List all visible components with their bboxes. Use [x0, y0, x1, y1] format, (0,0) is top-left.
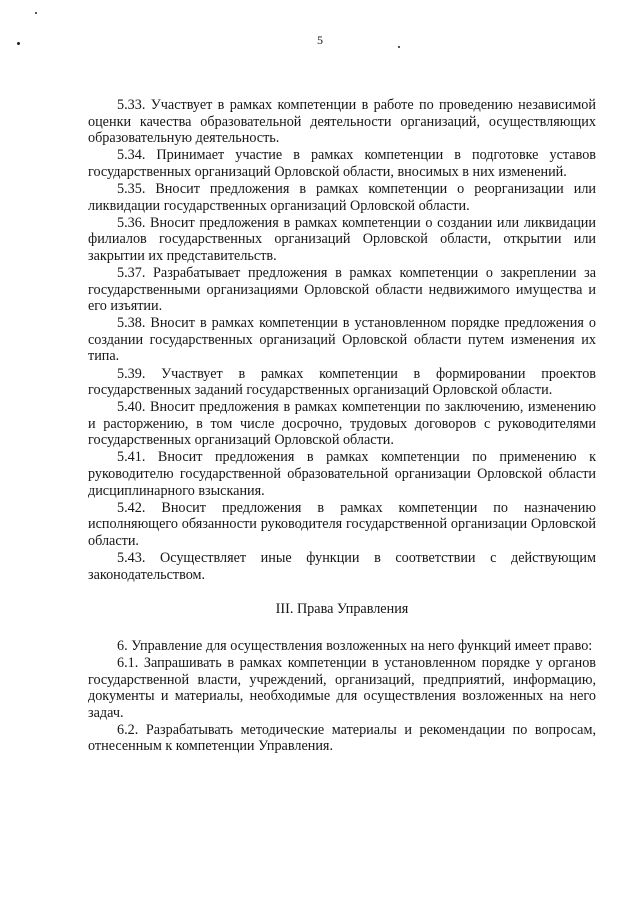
paragraph-5-38: 5.38. Вносит в рамках компетенции в установленном порядке предложения о создании государственных организаций Орловской области путем изменения их типа. — [88, 315, 596, 365]
page-number: 5 — [317, 33, 323, 47]
paragraph-5-33: 5.33. Участвует в рамках компетенции в работе по проведению независимой оценки качества образовательной деятельности организаций, осуществляющих образовательную деятельность. — [88, 97, 596, 147]
paragraph-5-40: 5.40. Вносит предложения в рамках компетенции по заключению, изменению и расторжению, в том числе досрочно, трудовых договоров с руководителями государственных организаций Орловской области. — [88, 399, 596, 449]
paragraph-6-2: 6.2. Разрабатывать методические материалы и рекомендации по вопросам, отнесенным к компетенции Управления. — [88, 721, 596, 755]
document-body — [88, 97, 596, 755]
section-heading: III. Права Управления — [275, 601, 409, 618]
paragraph-6: 6. Управление для осуществления возложенных на него функций имеет право: — [117, 637, 593, 654]
paragraph-5-43: 5.43. Осуществляет иные функции в соответствии с действующим законодательством. — [88, 550, 596, 583]
scan-speck — [35, 12, 37, 14]
paragraph-5-35: 5.35. Вносит предложения в рамках компетенции о реорганизации или ликвидации государственных организаций Орловской области. — [88, 180, 596, 214]
paragraph-5-42: 5.42. Вносит предложения в рамках компетенции по назначению исполняющего обязанности руководителя государственной организации Орловской области. — [88, 499, 596, 549]
paragraph-5-34: 5.34. Принимает участие в рамках компетенции в подготовке уставов государственных организаций Орловской области, вносимых в них изменений. — [88, 147, 596, 180]
paragraph-5-37: 5.37. Разрабатывает предложения в рамках компетенции о закреплении за государственными организациями Орловской области недвижимого имущества и его изъятии. — [88, 264, 596, 315]
paragraph-5-39: 5.39. Участвует в рамках компетенции в формировании проектов государственных заданий государственных организаций Орловской области. — [88, 365, 596, 399]
paragraph-6-1: 6.1. Запрашивать в рамках компетенции в установленном порядке у органов государственной власти, учреждений, организаций, предприятий, информацию, документы и материалы, необходимые для осуществления возложенных на него задач. — [88, 654, 596, 721]
paragraph-5-41: 5.41. Вносит предложения в рамках компетенции по применению к руководителю государственной образовательной организации Орловской области дисциплинарного взыскания. — [88, 449, 596, 499]
paragraph-5-36: 5.36. Вносит предложения в рамках компетенции о создании или ликвидации филиалов государственных организаций Орловской области, открытии или закрытии их представительств. — [88, 214, 596, 264]
